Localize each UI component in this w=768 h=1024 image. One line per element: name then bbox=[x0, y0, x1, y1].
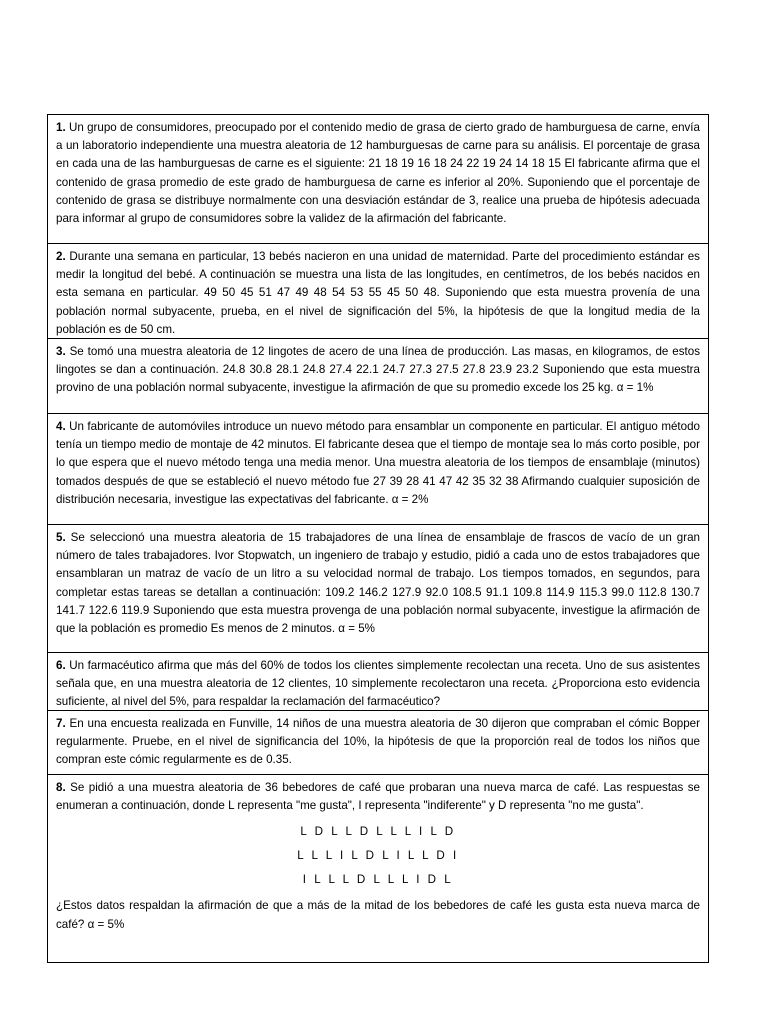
problem-text: Un fabricante de automóviles introduce un nuevo método para ensamblar un componente en particular. El antiguo método tenía un tiempo medio de montaje de 42 minutos. El fabricante desea que el tiempo de montaje sea lo más corto posible, por lo que espera que el nuevo método tenga una media menor. Una muestra aleatoria de los tiempos de ensamblaje (minutos) tomados después de que se estableció el nuevo método fue 27 39 28 41 47 42 35 32 38 Afirmando cualquier suposición de distribución necesaria, investigue las expectativas del fabricante. α = 2% bbox=[56, 420, 700, 506]
problem-text: Un grupo de consumidores, preocupado por el contenido medio de grasa de cierto grado de hamburguesa de carne, envía a un laboratorio independiente una muestra aleatoria de 12 hamburguesas de carne para su análisis. El porcentaje de grasa en cada una de las hamburguesas de carne es el siguiente: 21 18 19 16 18 24 22 19 24 14 18 15 El fabricante afirma que el contenido de grasa promedio de este grado de hamburguesa de carne es inferior al 20%. Suponiendo que el porcentaje de contenido de grasa se distribuye normalmente con una desviación estándar de 3, realice una prueba de hipótesis adecuada para informar al grupo de consumidores sobre la validez de la afirmación del fabricante. bbox=[56, 121, 700, 226]
problem-number: 8. bbox=[56, 781, 66, 794]
problem-text: Durante una semana en particular, 13 bebés nacieron en una unidad de maternidad. Parte del procedimiento estándar es medir la longitud del bebé. A continuación se muestra una lista de las longitudes, en centímetros, de los bebés nacidos en esta semana en particular. 49 50 45 51 47 49 48 54 53 55 45 50 48. Suponiendo que esta muestra provenía de una población normal subyacente, prueba, en el nivel de significación del 5%, la hipótesis de que la longitud media de la población es de 50 cm. bbox=[56, 250, 700, 336]
response-sequence: I L L L D L L L I D L bbox=[302, 873, 454, 887]
problem-intro bbox=[56, 779, 700, 815]
problem-8 bbox=[48, 775, 708, 962]
problem-question: ¿Estos datos respaldan la afirmación de que a más de la mitad de los bebedores de café les gusta esta nueva marca de café? α = 5% bbox=[56, 899, 700, 931]
problem-sheet bbox=[47, 114, 709, 963]
problem-number: 2. bbox=[56, 250, 66, 263]
problem-number: 4. bbox=[56, 420, 66, 433]
problem-6 bbox=[48, 653, 708, 711]
problem-number: 6. bbox=[56, 659, 66, 672]
problem-number: 7. bbox=[56, 717, 66, 730]
problem-text: Se tomó una muestra aleatoria de 12 lingotes de acero de una línea de producción. Las masas, en kilogramos, de estos lingotes se dan a continuación. 24.8 30.8 28.1 24.8 27.4 22.1 24.7 27.3 27.5 27.8 23.9 23.2 Suponiendo que esta muestra provino de una población normal subyacente, investigue la afirmación de que su promedio excede los 25 kg. α = 1% bbox=[56, 345, 700, 395]
problem-number: 1. bbox=[56, 121, 66, 134]
problem-4 bbox=[48, 414, 708, 525]
problem-text: Se seleccionó una muestra aleatoria de 15 trabajadores de una línea de ensamblaje de frascos de vacío de un gran número de tales trabajadores. Ivor Stopwatch, un ingeniero de trabajo y estudio, pidió a cada uno de estos trabajadores que ensamblaran un matraz de vacío de un litro a su velocidad normal de trabajo. Los tiempos tomados, en segundos, para completar estas tareas se detallan a continuación: 109.2 146.2 127.9 92.0 108.5 91.1 109.8 114.9 115.3 99.0 112.8 130.7 141.7 122.6 119.9 Suponiendo que esta muestra provenga de una población normal subyacente, investigue la afirmación de que la población es promedio Es menos de 2 minutos. α = 5% bbox=[56, 531, 700, 636]
problem-number: 5. bbox=[56, 531, 66, 544]
response-sequence: L D L L D L L L I L D bbox=[300, 825, 456, 839]
problem-5 bbox=[48, 525, 708, 653]
problem-number: 3. bbox=[56, 345, 66, 358]
problem-text: En una encuesta realizada en Funville, 14 niños de una muestra aleatoria de 30 dijeron que compraban el cómic Bopper regularmente. Pruebe, en el nivel de significancia del 10%, la hipótesis de que la proporción real de todos los niños que compran este cómic regularmente es de 0.35. bbox=[56, 717, 700, 767]
problem-text: Un farmacéutico afirma que más del 60% de todos los clientes simplemente recolectan una receta. Uno de sus asistentes señala que, en una muestra aleatoria de 12 clientes, 10 simplemente recolectaron una receta. ¿Proporciona esto evidencia suficiente, al nivel del 5%, para respaldar la reclamación del farmacéutico? bbox=[56, 659, 700, 709]
problem-text: Se pidió a una muestra aleatoria de 36 bebedores de café que probaran una nueva marca de café. Las respuestas se enumeran a continuación, donde L representa "me gusta", I representa "indiferente" y D representa "no me gusta". bbox=[56, 781, 700, 813]
problem-7 bbox=[48, 711, 708, 775]
problem-2 bbox=[48, 244, 708, 339]
problem-1 bbox=[48, 115, 708, 244]
problem-3 bbox=[48, 339, 708, 414]
response-sequence: L L L I L D L I L L D I bbox=[297, 849, 459, 863]
